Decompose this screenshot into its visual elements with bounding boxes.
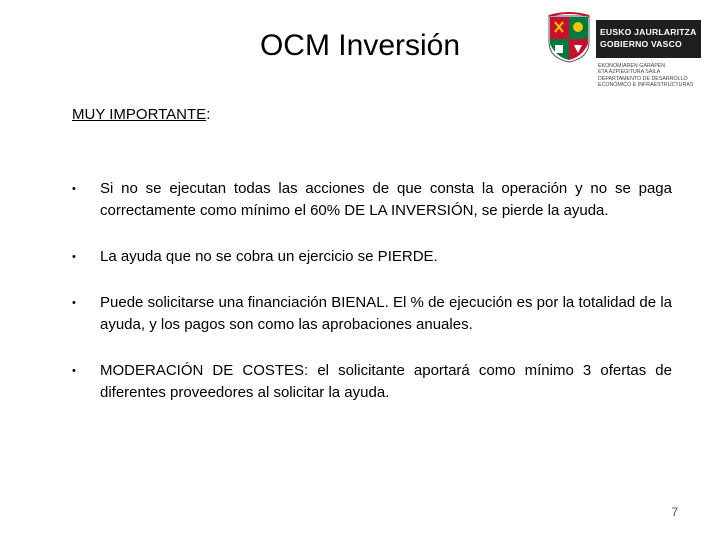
list-item-text: MODERACIÓN DE COSTES: el solicitante aportará como mínimo 3 ofertas de diferentes proveedores al solicitar la ayuda.: [100, 362, 672, 401]
heading-colon: :: [206, 106, 211, 123]
government-name: [596, 20, 701, 58]
dept-spanish-line1: DEPARTAMENTO DE DESARROLLO: [598, 76, 688, 82]
section-heading: [72, 106, 210, 124]
bullet-list: [72, 178, 672, 428]
list-item: [72, 360, 672, 404]
slide-title: OCM Inversión: [259, 29, 461, 62]
dept-basque-line1: EKONOMIAREN GARAPEN: [598, 63, 666, 69]
list-item-text: Puede solicitarse una financiación BIENAL. El % de ejecución es por la totalidad de la ayuda, y los pagos son como las aprobaciones anuales.: [100, 294, 672, 333]
gov-name-spanish: GOBIERNO VASCO: [600, 39, 682, 49]
bullet-icon: •: [72, 297, 76, 309]
gobierno-vasco-logo: [546, 12, 706, 86]
dept-spanish-line2: ECONÓMICO E INFRAESTRUCTURAS: [598, 82, 694, 88]
heading-text: MUY IMPORTANTE: [72, 106, 207, 123]
department-spanish: [598, 76, 693, 88]
list-item: [72, 292, 672, 336]
bullet-icon: •: [72, 365, 76, 377]
coat-of-arms-icon: [546, 12, 592, 64]
department-basque: [598, 63, 665, 75]
list-item: [72, 246, 672, 268]
dept-basque-line2: ETA AZPIEGITURA SAILA: [598, 69, 661, 75]
list-item-text: Si no se ejecutan todas las acciones de que consta la operación y no se paga correctamente como mínimo el 60% DE LA INVERSIÓN, se pierde la ayuda.: [100, 180, 672, 219]
list-item-text: La ayuda que no se cobra un ejercicio se PIERDE.: [100, 248, 438, 265]
gov-name-basque: EUSKO JAURLARITZA: [600, 27, 697, 37]
bullet-icon: •: [72, 251, 76, 263]
bullet-icon: •: [72, 183, 76, 195]
list-item: [72, 178, 672, 222]
page-number: 7: [671, 505, 678, 519]
